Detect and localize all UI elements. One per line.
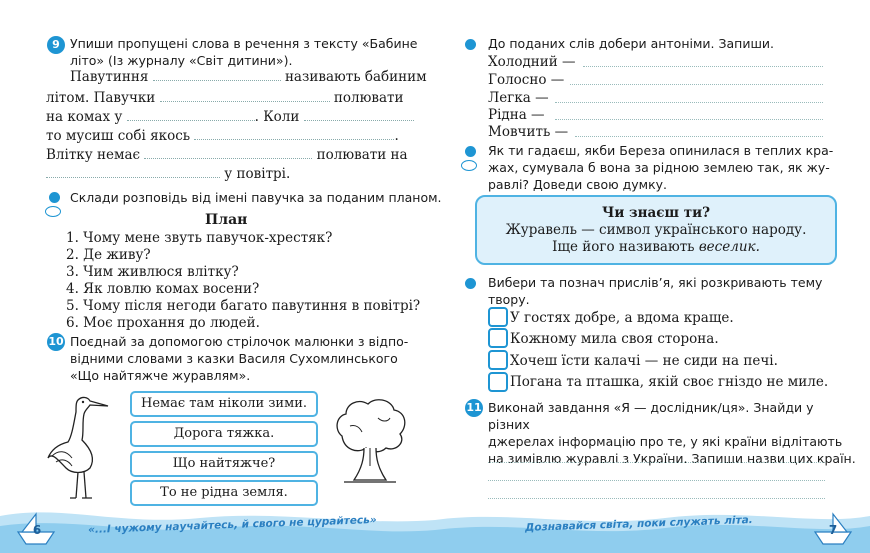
- task-10-line-3: «Що найтяжче журавлям».: [70, 368, 251, 383]
- task-bullet-dot: [465, 278, 476, 289]
- phrase-box[interactable]: То не рідна земля.: [130, 480, 318, 506]
- fill-sentence-1: [70, 68, 427, 86]
- fill-sentence-5: [46, 146, 408, 164]
- blank-field[interactable]: [144, 146, 312, 159]
- plan-title: План: [205, 212, 248, 228]
- antonym-word: Голосно —: [488, 72, 565, 88]
- answer-line[interactable]: [555, 102, 823, 103]
- plan-item: 3. Чим живлюся влітку?: [66, 264, 239, 280]
- blank-field[interactable]: [153, 68, 281, 81]
- task-number-badge: 9: [47, 36, 65, 54]
- right-page: [435, 0, 870, 553]
- page-number: 6: [32, 523, 42, 537]
- info-italic-word: веселик.: [698, 239, 760, 255]
- proverb-text: У гостях добре, а вдома краще.: [510, 310, 734, 326]
- question-line-3: равлі? Доведи свою думку.: [488, 177, 668, 192]
- proverb-checkbox[interactable]: [488, 307, 508, 327]
- blank-field[interactable]: [304, 108, 414, 121]
- task-11-line-3: на зимівлю журавлі з України. Запиши назви цих країн.: [488, 451, 856, 466]
- proverb-checkbox[interactable]: [488, 372, 508, 392]
- info-box-line-2: [477, 239, 835, 255]
- task-bullet-dot: [465, 39, 476, 50]
- sentence-text: то мусиш собі якось: [46, 128, 191, 144]
- proverbs-line-2: твору.: [488, 292, 530, 307]
- antonyms-instruction: До поданих слів добери антоніми. Запиши.: [488, 36, 774, 51]
- answer-line[interactable]: [555, 119, 823, 120]
- task-bullet-dot: [465, 146, 476, 157]
- task-bullet-dot: [49, 192, 60, 203]
- task-9-line-2: літо» (Із журналу «Світ дитини»).: [70, 53, 293, 68]
- proverbs-line-1: Вибери та познач прислів’я, які розкривають тему: [488, 275, 823, 290]
- question-text: [488, 142, 848, 193]
- task-11-line-2: джерелах інформацію про те, у які країни відлітають: [488, 434, 843, 449]
- task-10-line-2: відними словами з казки Василя Сухомлинського: [70, 351, 398, 366]
- sentence-text: полювати: [333, 90, 404, 106]
- antonym-word: Мовчить —: [488, 124, 569, 140]
- phrase-box[interactable]: Немає там ніколи зими.: [130, 391, 318, 417]
- sentence-text: називають бабиним: [284, 69, 427, 85]
- plan-item: 4. Як ловлю комах восени?: [66, 281, 260, 297]
- proverb-checkbox[interactable]: [488, 350, 508, 370]
- footer-motto: «...І чужому научайтесь, й свого не цурайтесь»: [87, 513, 377, 537]
- proverbs-instruction: [488, 274, 848, 308]
- antonym-word: Легка —: [488, 90, 549, 106]
- sentence-text: .: [394, 128, 399, 144]
- answer-line[interactable]: [488, 480, 825, 481]
- task-10-line-1: Поєднай за допомогою стрілочок малюнки з відпо-: [70, 334, 409, 349]
- blank-field[interactable]: [46, 165, 220, 178]
- task-9-instruction: [70, 35, 420, 69]
- proverb-checkbox[interactable]: [488, 328, 508, 348]
- did-you-know-box: [475, 195, 837, 265]
- crane-illustration[interactable]: [38, 392, 118, 502]
- question-line-1: Як ти гадаєш, якби Береза опинилася в теплих кра-: [488, 143, 834, 158]
- task-number-badge: 10: [47, 333, 65, 351]
- answer-line[interactable]: [488, 462, 825, 463]
- answer-line[interactable]: [575, 136, 823, 137]
- sentence-text: Павутиння: [70, 69, 149, 85]
- blank-field[interactable]: [127, 108, 255, 121]
- proverb-text: Хочеш їсти калачі — не сиди на печі.: [510, 353, 778, 369]
- page-number: 7: [828, 523, 838, 537]
- footer-motto: Дознавайся світа, поки служать літа.: [524, 514, 753, 534]
- info-box-title: Чи знаєш ти?: [602, 205, 710, 221]
- sentence-text: Влітку немає: [46, 147, 141, 163]
- sentence-text: полювати на: [316, 147, 408, 163]
- sentence-text: у повітрі.: [224, 166, 291, 182]
- speech-bubble-icon: [45, 206, 61, 217]
- plan-item: 5. Чому після негоди багато павутиння в повітрі?: [66, 298, 421, 314]
- answer-line[interactable]: [570, 84, 823, 85]
- phrase-box[interactable]: Що найтяжче?: [130, 451, 318, 477]
- task-10-instruction: [70, 333, 420, 384]
- antonym-word: Холодний —: [488, 54, 576, 70]
- story-task-instruction: Склади розповідь від імені павучка за поданим планом.: [70, 190, 442, 205]
- sentence-text: . Коли: [254, 109, 300, 125]
- proverb-text: Кожному мила своя сторона.: [510, 331, 719, 347]
- task-11-line-1: Виконай завдання «Я — дослідник/ця». Знайди у різних: [488, 400, 814, 432]
- task-number-badge: 11: [465, 399, 483, 417]
- task-9-line-1: Упиши пропущені слова в речення з тексту «Бабине: [70, 36, 418, 51]
- tree-illustration[interactable]: [330, 396, 410, 488]
- proverb-text: Погана та пташка, якій своє гніздо не миле.: [510, 374, 829, 390]
- plan-item: 2. Де живу?: [66, 247, 151, 263]
- info-box-line-1: Журавель — символ українського народу.: [505, 222, 807, 238]
- sentence-text: літом. Павучки: [46, 90, 156, 106]
- task-11-instruction: [488, 399, 858, 467]
- fill-sentence-6: [46, 165, 290, 183]
- fill-sentence-2: [46, 89, 403, 107]
- fill-sentence-4: [46, 127, 399, 145]
- sentence-text: на комах у: [46, 109, 123, 125]
- blank-field[interactable]: [160, 89, 330, 102]
- answer-line[interactable]: [583, 66, 823, 67]
- fill-sentence-3: [46, 108, 414, 126]
- phrase-box[interactable]: Дорога тяжка.: [130, 421, 318, 447]
- plan-item: 1. Чому мене звуть павучок-хрестяк?: [66, 230, 333, 246]
- plan-item: 6. Моє прохання до людей.: [66, 315, 260, 331]
- blank-field[interactable]: [194, 127, 394, 140]
- question-line-2: жах, сумувала б вона за рідною землею так, як жу-: [488, 160, 830, 175]
- antonym-word: Рідна —: [488, 107, 545, 123]
- speech-bubble-icon: [461, 160, 477, 171]
- info-text: Іще його називають: [552, 239, 699, 255]
